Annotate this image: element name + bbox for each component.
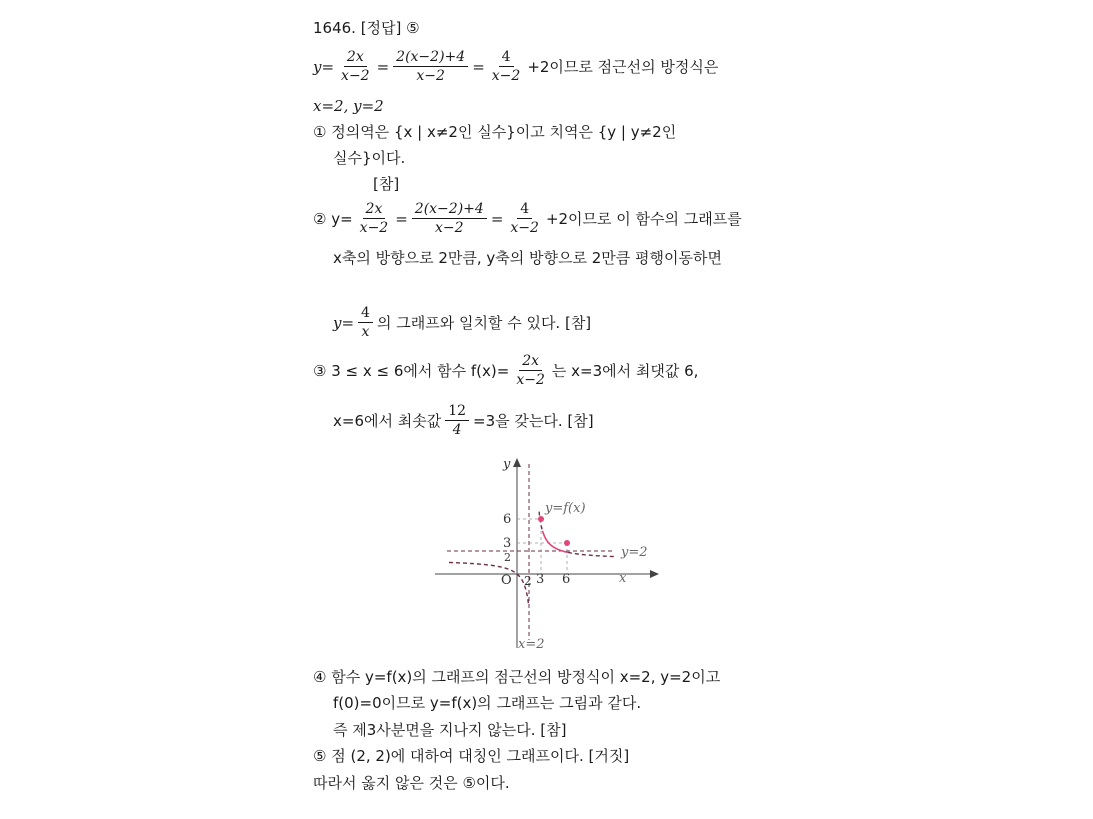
- item1-verdict: [참]: [373, 175, 400, 193]
- intro-f1-den: x−2: [341, 68, 370, 84]
- item3-line2-tail: =3을 갖는다. [참]: [473, 411, 594, 430]
- item2-fraction-4: [358, 304, 373, 341]
- item2-line3-tail: 의 그래프와 일치할 수 있다. [참]: [376, 313, 592, 332]
- item2-line2: x축의 방향으로 2만큼, y축의 방향으로 2만큼 평행이동하면: [333, 249, 722, 267]
- intro-y-eq: y=: [313, 57, 335, 76]
- v-asymptote-label: x=2: [518, 637, 545, 652]
- item2-fraction-1: [357, 200, 392, 237]
- item3-line2-pre: x=6에서 최솟값: [333, 411, 442, 430]
- conclusion: 따라서 옳지 않은 것은 ⑤이다.: [313, 774, 510, 792]
- intro-f3-den: x−2: [491, 68, 521, 84]
- item3-f-den: x−2: [516, 372, 545, 388]
- item2-f4-den: x: [361, 324, 370, 340]
- item2-f4-num: 4: [358, 304, 373, 323]
- x-tick-3: 3: [536, 572, 545, 587]
- x-axis-label: x: [619, 571, 627, 586]
- item5-line1: ⑤ 점 (2, 2)에 대하여 대칭인 그래프이다. [거짓]: [313, 747, 630, 765]
- intro-asymptotes: x=2, y=2: [313, 97, 384, 115]
- y-tick-2: 2: [504, 551, 511, 564]
- item2-fraction-3: [507, 200, 542, 237]
- item2-fraction-2: [412, 200, 487, 237]
- item2-eq-2: =: [490, 209, 504, 228]
- intro-fraction-2: [393, 48, 468, 85]
- item3-line2: [333, 402, 594, 439]
- item2-f2-num: 2(x−2)+4: [412, 200, 487, 219]
- intro-eq-1: =: [376, 57, 390, 76]
- item2-f1-num: 2x: [363, 200, 386, 219]
- y-tick-3: 3: [503, 536, 512, 551]
- y-axis-arrow-icon: [513, 458, 521, 467]
- intro-f3-num: 4: [499, 48, 514, 67]
- item2-prefix: ② y=: [313, 209, 353, 228]
- min-point: [564, 540, 570, 546]
- intro-fraction-1: [338, 48, 373, 85]
- item2-line3: [333, 304, 591, 341]
- intro-equation: [313, 48, 718, 85]
- item3-f2-den: 4: [452, 422, 462, 438]
- y-axis-label: y: [503, 457, 511, 472]
- item3-f-num: 2x: [519, 352, 542, 371]
- problem-header: 1646. [정답] ⑤: [313, 19, 420, 37]
- y-tick-6: 6: [503, 512, 512, 527]
- item2-f1-den: x−2: [359, 220, 389, 236]
- intro-f2-num: 2(x−2)+4: [393, 48, 468, 67]
- item2-f2-den: x−2: [435, 220, 464, 236]
- item1-line2: 실수}이다.: [333, 149, 406, 167]
- item3-f2-num: 12: [445, 402, 469, 421]
- x-axis-arrow-icon: [650, 570, 659, 578]
- curve-right-solid: [543, 531, 569, 553]
- item2-f3-num: 4: [517, 200, 532, 219]
- item3-prefix: ③ 3 ≤ x ≤ 6에서 함수 f(x)=: [313, 361, 510, 380]
- item2-equation: [313, 200, 742, 237]
- intro-eq-2: =: [472, 57, 485, 76]
- item1-line1: ① 정의역은 {x | x≠2인 실수}이고 치역은 {y | y≠2인: [313, 123, 677, 141]
- intro-fraction-3: [489, 48, 524, 85]
- item2-eq-1: =: [395, 209, 408, 228]
- item2-y-eq: y=: [333, 313, 355, 332]
- intro-f1-num: 2x: [344, 48, 367, 67]
- item3-fraction-2: [445, 402, 469, 439]
- x-tick-6: 6: [562, 572, 571, 587]
- item3-fraction-1: [513, 352, 548, 389]
- item3-line1: [313, 352, 698, 389]
- item4-line1: ④ 함수 y=f(x)의 그래프의 점근선의 방정식이 x=2, y=2이고: [313, 668, 721, 686]
- max-point: [538, 516, 544, 522]
- intro-f2-den: x−2: [416, 68, 445, 84]
- item4-line3: 즉 제3사분면을 지나지 않는다. [참]: [333, 721, 567, 739]
- curve-label: y=f(x): [545, 501, 586, 516]
- item3-tail: 는 x=3에서 최댓값 6,: [551, 361, 699, 380]
- item4-line2: f(0)=0이므로 y=f(x)의 그래프는 그림과 같다.: [333, 694, 642, 712]
- curve-right-tail: [568, 552, 615, 556]
- item2-tail: +2이므로 이 함수의 그래프를: [545, 209, 742, 228]
- intro-tail: +2이므로 점근선의 방정식은: [527, 57, 719, 76]
- x-tick-2: 2: [524, 574, 532, 588]
- h-asymptote-label: y=2: [621, 545, 648, 560]
- origin-label: O: [501, 573, 512, 588]
- function-graph: [435, 450, 665, 655]
- item2-f3-den: x−2: [510, 220, 539, 236]
